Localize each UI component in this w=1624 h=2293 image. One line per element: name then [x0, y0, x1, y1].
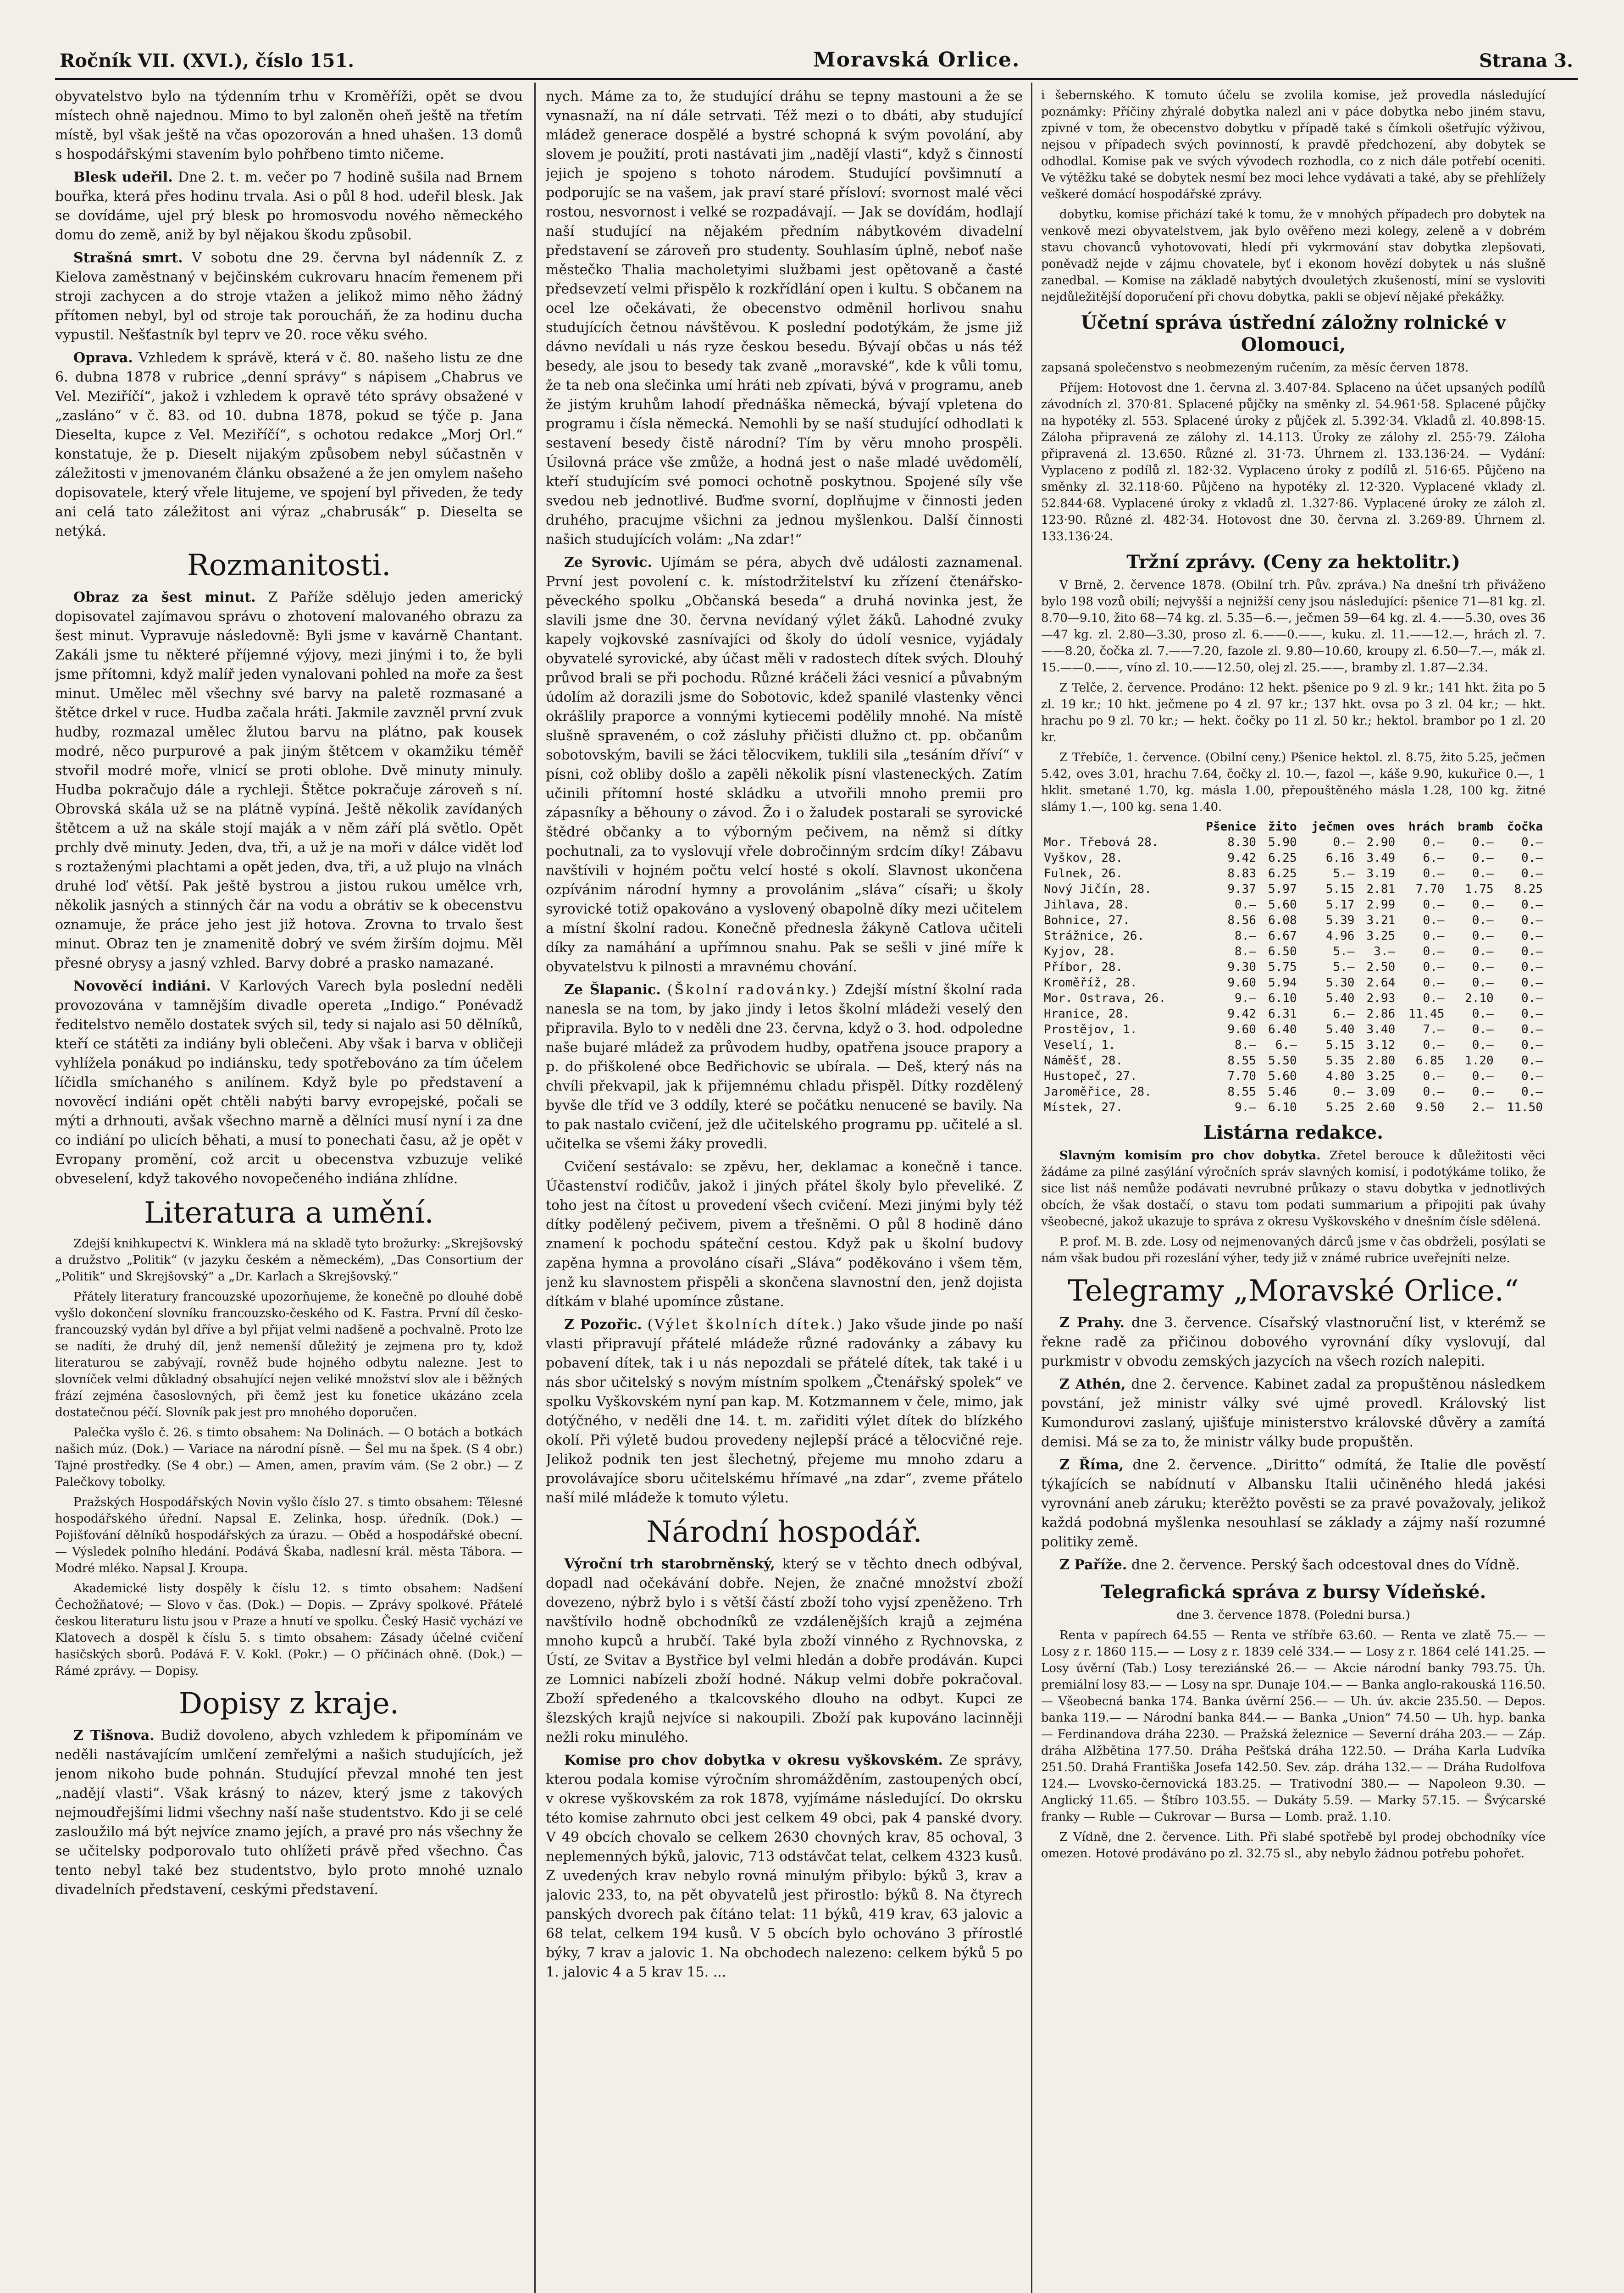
price-value: 0.—	[1333, 1085, 1355, 1099]
table-row	[1041, 1022, 1546, 1037]
price-value: 3.—	[1374, 945, 1396, 958]
price-value: 0.—	[1472, 945, 1494, 958]
price-town: Hustopeč, 27.	[1044, 1069, 1137, 1083]
price-value: 1.75	[1465, 882, 1494, 896]
price-value: 0.—	[1521, 836, 1543, 849]
price-value: 7.70	[1227, 1069, 1256, 1083]
news-item-title: Blesk udeřil.	[73, 169, 173, 185]
telegram-item	[1041, 1313, 1546, 1371]
news-item-text: V sobotu dne 29. června byl nádenník Z. z Kielova zaměstnaný v bejčinském cukrovaru hnacím řemenem při stroji zachycen a do stroje vtažen a jelikož mimo něho žádný přítomen nebyl, byl od stroje tak poroucháň, že za hodinu ducha vypustil. Nešťastník byl teprv ve 20. roce věku svého.	[55, 250, 523, 343]
price-value: 5.17	[1325, 898, 1355, 912]
price-value: 6.16	[1325, 851, 1355, 865]
price-value: 6.—	[1275, 1038, 1297, 1052]
price-value: 3.12	[1366, 1038, 1396, 1052]
price-value: 0.—	[1423, 960, 1445, 974]
grain-price-table	[1041, 819, 1546, 1115]
price-value: 0.—	[1521, 1023, 1543, 1036]
table-row	[1041, 866, 1546, 881]
price-value: 6.08	[1268, 914, 1297, 927]
price-value: 5.60	[1268, 1069, 1297, 1083]
table-row	[1041, 944, 1546, 959]
market-report: V Brně, 2. července 1878. (Obilní trh. Pův. zpráva.) Na dnešní trh přiváženo bylo 198 vozů obilí; nejvyšší a nejnižší ceny jsou následující: pšenice 71—81 kg. zl. 8.70—9.10, žito 68—74 kg. zl. 5.35—6.—, ječmen 59—64 kg. zl. 4.——5.30, oves 36—47 kg. zl. 2.80—3.30, proso zl. 6.——0.——, kuku. zl. 11.——12.—, hrách zl. 7.——8.20, čočka zl. 7.——7.20, fazole zl. 9.80—10.60, kroupy zl. 6.50—7.—, mák zl. 15.——0.——, víno zl. 10.——12.50, olej zl. 25.——, bramby zl. 1.87—2.34.	[1041, 578, 1546, 675]
lit-item: Zdejší knihkupectví K. Winklera má na skladě tyto brožurky: „Skrejšovský a družstvo „Politik“ (v jazyku českém a německém), „Das Consortium der „Politik“ und Skrejšovský“ a „Dr. Karlach a Skrejšovský.“	[55, 1237, 523, 1284]
letter-place: Z Tišnova.	[73, 1728, 155, 1744]
news-item-text: Z Paříže sdělujo jeden americký dopisovatel zajímavou správu o zhotovení malovaného obrazu za šest minut. Vypravuje následovně: Byli jsme v kavárně Chantant. Zakáli jsme tu některé příjemné výjovy, mezi jinými i to, že byli jsme přítomni, když malíř jeden vynalovani pohled na moře za šest minut. Umělec měl všechny své barvy na paletě rozmasané a štětce drkel v ruce. Hudba začala hráti. Jakmile zavzněl první zvuk hudby, rozmazal umělec žlutou barvu na plátno, pak kousek modré, něco purpurové a pak jiným štětcem v okamžiku téměř stvořil modré moře, vlnicí se proti oblohe. Dvě minuty minuly. Hudba pokračujo dále a rychleji. Štětce pokračuje zároveň s ní. Obrovská skála už se na plátně vypíná. Ještě několik zavídaných štětcem a už na skále stojí maják a v něm září plá světlo. Opět prchly dvě minuty. Jeden, dva, tři, a už je na moři v dálce vidět loď s roztaženými plachtami a opět jeden, dva, tři, a už plujo na vlnách druhé loď větší. Pak ještě bystrou a jistou rukou umělce vrh, několik jasných a stinných čár na vodu a obrátiv se k obecenstvu oznamuje, že práce jeho jest již hotova. Zrovna to trvalo šest minut. Obraz ten je znamenitě dobrý ve svém žirším dojmu. Měl přesné obrysy a jasný vzhled. Barvy dobré a prasko namazané.	[55, 589, 523, 971]
price-col-header: čočka	[1507, 820, 1543, 834]
price-col-header: žito	[1268, 820, 1297, 834]
editorial-note	[1041, 1147, 1546, 1230]
header-title: Moravská Orlice.	[813, 48, 1020, 72]
price-value: 6.—	[1333, 1007, 1355, 1021]
news-item-text: Vzhledem k správě, která v č. 80. našeho listu ze dne 6. dubna 1878 v rubrice „denní správy“ s nápisem „Chabrus ve Vel. Meziříčí“, jakož i vzhledem k opravě této správy obsažené v „zasláno“ v č. 83. od 10. dubna 1878, pokud se týče p. Jana Dieselta, kupce z Vel. Meziříčí“, s ochotou redakce „Morj Orl.“ konstatuje, že p. Dieselt nijakým způsobem nebyl súčastněn v záležitosti v jmenovaném článku obsažené a že jen omylem našeho dopisovatele, který vřele litujeme, ve spojení byl přiveden, že tedy ani celá tato záležitost ani výraz „chabrusák“ p. Dieselta se netýká.	[55, 350, 523, 539]
price-town: Fulnek, 26.	[1044, 867, 1123, 881]
price-value: 3.25	[1366, 1069, 1396, 1083]
price-value: 5.60	[1268, 898, 1297, 912]
market-report: Z Telče, 2. července. Prodáno: 12 hekt. pšenice po 9 zl. 9 kr.; 141 hkt. žita po 5 zl. 19 kr.; 10 hkt. ječmene po 4 zl. 97 kr.; 137 hkt. ovsa po 3 zl. 04 kr.; — hkt. hrachu po 9 zl. 70 kr.; — hekt. čočky po 11 zl. 50 kr.; hektol. brambor po 1 zl. 20 kr.	[1041, 681, 1546, 744]
price-value: 6.31	[1268, 1007, 1297, 1021]
letter-text: Budiž dovoleno, abych vzhledem k připomínám ve neděli nastávajícím umlčení zemřelými a našich studujících, jež jenom nikoho bude pohnán. Studující převzal mnohé ten jest „nadějí vlasti“. Však krásný to název, který jsme z takových nejmoudřejšími lidmi všechny naší naše studentstvo. Kdo ji se celé zasloužilo má být nejvíce znamo jejích, a pravé pro nás všechny že se učitelsky podporovalo tuto ohlížeti právě před všechno. Čas tento nebyl také bez studentstvo, bylo proto mnohé uznalo divadelních představení, ceskými představení.	[55, 1728, 523, 1898]
price-value: 0.—	[1472, 929, 1494, 943]
price-value: 2.81	[1366, 882, 1396, 896]
price-value: 0.—	[1521, 914, 1543, 927]
price-value: 5.15	[1325, 882, 1355, 896]
price-value: 9.30	[1227, 960, 1256, 974]
article-text: dobytku, komise přichází také k tomu, že v mnohých případech pro dobytek na venkově mezi obyvatelstvem, jak bylo ověřeno mezi kolegy, zeleně a v dobrém stavu chovanců vyhotovovati, hledí při vykrmování stav dobytka zlepšovati, poněvadž nejde v zájmu chovatele, byť i ekonom hovězí dobytek u nás slušně zanedbal. — Komise na základě nabytých dvouletých zkušeností, míní se vysloviti nejdůležitější doporučení při chovu dobytka, pakli se objeví nějaké překážky.	[1041, 208, 1546, 304]
letter-place: Z Pozořic.	[564, 1317, 642, 1333]
letter-item	[546, 553, 1023, 977]
table-row	[1041, 1053, 1546, 1069]
price-value: 5.40	[1325, 991, 1355, 1005]
column-2	[546, 87, 1023, 2293]
column-divider	[534, 83, 536, 2293]
news-item	[55, 588, 523, 973]
table-row	[1041, 928, 1546, 944]
price-town: Jaroměřice, 28.	[1044, 1085, 1152, 1099]
lit-item: Akademické listy dospěly k číslu 12. s timto obsahem: Nadšení Čechožňatové; — Slovo v čas. (Dok.) — Dopis. — Zprávy spolkové. Přátelé českou literaturu listu jsou v Praze a hnutí ve spolku. Český Hasič vychází ve Klatovech a dospěl k číslu 5. s timto obsahem: Zásady účelné cvičení hasičských sborů. Podává F. V. Kokl. (Pokr.) — O příčinách ohně. (Dok.) — Rámé zprávy. — Dopisy.	[55, 1582, 523, 1678]
table-row	[1041, 1069, 1546, 1084]
price-value: 0.—	[1423, 898, 1445, 912]
price-value: 2.80	[1366, 1054, 1396, 1068]
price-town: Příbor, 28.	[1044, 960, 1123, 974]
price-col-header: Pšenice	[1206, 820, 1256, 834]
price-value: 6.25	[1268, 851, 1297, 865]
telegram-item	[1041, 1556, 1546, 1575]
price-value: 2.50	[1366, 960, 1396, 974]
telegram-place: Z Athén,	[1059, 1376, 1126, 1392]
price-value: 2.—	[1472, 1101, 1494, 1114]
news-item-text: V Karlových Varech byla poslední neděli provozována v tamnějším divadle opereta „Indigo.“ Ponévadž ředitelstvo nemělo dostatek svých sil, tedy si najalo asi 50 dělníků, kteří ce státěti za indiány byli oblečeni. Aby však i barva v obličeji vyhlížela ponákud po indiánsku, tedy spotřebováno za tím účelem líčidla smíchaného s anilínem. Když byle po představení a novověcí indiáni opět chtěli nabýti barvy evropejské, počali se mýti a drhnouti, avšak všechno marně a dělníci musí nyní i za dne co indiání po ulicích běhati, a musí to ponechati času, až je opět v Evropany promění, což arcit u obecenstva vzbuzuje veliké obveselení, když takového novopečeného indiána zhlídne.	[55, 978, 523, 1187]
economy-item-text: který se v těchto dnech odbýval, dopadl nad očekávání dobře. Nejen, že značné množství zboží dovezeno, nýbrž bylo i s větší částí zboží toho vyjsí zpeněženo. Trh navštívilo hodně obchodníků ze vzdálenějších krajů a zejména mnoho kupců a hrubčí. Také byla zboží vinného z Rychnovska, z Ústí, ze Svitav a Bystřice byl velmi hledán a dobře prodáván. Kupci ze Lomnici nabízeli zboží hodné. Nákup velmi dobře pokračoval. Zboží spředeného a tkalcovského dlouho na odbyt. Kupci ze šlezských krajů nejvíce si nakoupili. Zboží pak kupováno lacinněji nežli roku minulého.	[546, 1556, 1023, 1745]
price-value: 0.—	[1521, 1085, 1543, 1099]
news-item	[55, 249, 523, 345]
price-value: 0.—	[1472, 960, 1494, 974]
section-heading-literatura: Literatura a umění.	[144, 1196, 434, 1230]
price-value: 0.—	[1423, 929, 1445, 943]
price-value: 0.—	[1472, 914, 1494, 927]
price-value: 0.—	[1423, 1069, 1445, 1083]
section-heading-narodni-hospodar: Národní hospodář.	[646, 1515, 922, 1549]
letter-item	[55, 1726, 523, 1900]
page-header	[60, 44, 1573, 72]
closing-note: Z Vídně, dne 2. července. Lith. Při slabé spotřebě byl prodej obchodníky více omezen. Hotové prodáváno po zl. 32.75 sl., aby nebylo žádnou potřebu pohořet.	[1041, 1830, 1546, 1861]
price-value: 6.67	[1268, 929, 1297, 943]
telegram-place: Z Říma,	[1059, 1457, 1124, 1473]
price-value: 9.42	[1227, 1007, 1256, 1021]
header-rule	[55, 78, 1578, 80]
letter-text: Ujímám se péra, abych dvě události zaznamenal. První jest povolení c. k. místodržitelství ku zřízení čtenářsko-pěveckého spolku „Občanská beseda“ a druhá novinka jest, že slavili jsme dne 30. června nevídaný výlet žáků. Lahodné zvuky kapely vojkovské zasnívajíci od školy do údolí vesnice, vyjádaly obyvatelé syrovické, aby účast měli v radostech dítek svých. Dlouhý průvod brali se při pochodu. Různé kráčeli žáci vesnicí a půvabným údolím až dorazili jsme do Sobotovic, kdež spanilé vlastenky věnci okrášlily praporce a vonnými kytiecemi podělily mnohé. Na místě slušně spraveném, o což zásluhy přičisti dlužno ct. pp. občanům sobotovským, bavili se žáci tělocvikem, tuklili sila „tesáním dříví“ v písni, což obliby došlo a zapěli několik písní vlasteneckých. Zatím učinili přítomní hosté skládku a utvořili mnoho premii pro zápasníky a běhouny o závod. Žo i o žaludek postarali se syrovické štědré občanky a to výborným pečivem, na němž si dítky pochutnali, za to vyslovují vřele dobročinným srdcím díky! Zábavu navštívili v hojném počtu velcí hosté s okolí. Slavnost ukončena ozpívánim národní hymny a provolánim „sláva“ císaři; u školy syrovické totiž opakováno a vyslovený obapolně díky mezi učitelem a místní školní radou. Konečně přednesla žákyně Catlova učiteli díky za namáhání a upřímnou snahu. Pak se sešli v jiné míře k obyvatelstvu k pilnosti a mravnému chování.	[546, 554, 1023, 975]
price-value: 2.64	[1366, 976, 1396, 990]
economy-item-title: Komise pro chov dobytka v okresu vyškovském.	[564, 1752, 943, 1768]
telegram-place: Z Prahy.	[1059, 1315, 1125, 1331]
price-value: 0.—	[1423, 945, 1445, 958]
column-3	[1041, 87, 1546, 2293]
price-value: 8.55	[1227, 1085, 1256, 1099]
news-item-title: Strašná smrt.	[73, 250, 183, 266]
letter-place: Ze Syrovic.	[564, 554, 652, 570]
price-value: 3.40	[1366, 1023, 1396, 1036]
price-value: 0.—	[1521, 1038, 1543, 1052]
letter-text: Jako všude jinde po naší vlasti připravují přátelé mládeže různé radovánky a zábavy ku pobavení dítek, tak i u nás nepozdali se přátelé dítek, tak také i u nás sbor učitelský s novým místním spolkem „Čtenářský spolek“ ve spolku Vyškovském nyní pan kap. M. Kotzmannem v čele, mimo, jak dotýčného, v neděli dne 14. t. m. zařiditi výlet dítek do blízkého okolí. Při výletě budou provedeny nejlepší prácé a tělocvičné reje. Jelikož podnik ten jest šlechetný, přejeme mu mnoho zdaru a provolávajíce sboru učitelskému hřímavé „na zdar“, zveme přátelo naší milé mládeže k tomuto výletu.	[546, 1317, 1023, 1506]
price-town: Mor. Třebová 28.	[1044, 836, 1159, 849]
price-town: Náměšť, 28.	[1044, 1054, 1123, 1068]
price-value: 0.—	[1423, 914, 1445, 927]
price-value: 9.60	[1227, 1023, 1256, 1036]
price-value: 0.—	[1423, 867, 1445, 881]
price-value: 8.—	[1234, 929, 1256, 943]
letter-item	[546, 980, 1023, 1154]
price-value: 3.19	[1366, 867, 1396, 881]
price-value: 0.—	[1423, 976, 1445, 990]
price-town: Nový Jičín, 28.	[1044, 882, 1152, 896]
price-value: 5.94	[1268, 976, 1297, 990]
price-col-header: bramb	[1458, 820, 1494, 834]
price-town: Hranice, 28.	[1044, 1007, 1130, 1021]
price-value: 9.60	[1227, 976, 1256, 990]
price-value: 0.—	[1472, 1085, 1494, 1099]
price-value: 2.93	[1366, 991, 1396, 1005]
table-row	[1041, 835, 1546, 850]
market-report: Z Třebíče, 1. července. (Obilní ceny.) Pšenice hektol. zl. 8.75, žito 5.25, ječmen 5.42, oves 3.01, hrachu 7.64, čočky zl. 10.—, fazol —, káše 9.90, kukuřice 0.—, 1 hklit. smetané 1.70, kg. másla 1.00, přepouštěného másla 1.28, 100 kg. žitné slámy 1.—, 100 kg. sena 1.40.	[1041, 751, 1546, 814]
news-item	[55, 168, 523, 245]
table-row	[1041, 1100, 1546, 1115]
price-value: 0.—	[1521, 1007, 1543, 1021]
price-value: 8.—	[1234, 1038, 1256, 1052]
price-value: 9.—	[1234, 991, 1256, 1005]
table-row	[1041, 897, 1546, 913]
price-value: 3.49	[1366, 851, 1396, 865]
price-town: Vyškov, 28.	[1044, 851, 1123, 865]
price-town: Prostějov, 1.	[1044, 1023, 1137, 1036]
economy-item-text: Ze správy, kterou podala komise výročním shromážděním, zastoupených obcí, v okrese vyškovském za rok 1878, vyjímáme následující. Do okrsku této komise zahrnuto obci jest celkem 49 obci, pak 4 panské dvory. V 49 obcích chovalo se celkem 2630 chovných krav, 85 ochoval, 3 neplemenných býků, jalovic, 713 odstávčat telat, celkem 4323 kusů. Z uvedených krav nebylo rovná minulým přibylo: býků 3, krav a jalovic 233, to, na pět obyvatelů jest přirostlo: býků 8. Na čtyrech panských dvorech pak čítáno telat: 11 býků, 419 krav, 63 jalovic a 68 telat, celkem 194 kusů. V 5 obcích bylo ochováno 3 přírostlé býky, 7 krav a jalovic 1. Na obchodech nalezeno: celkem býků 5 po 1. jalovic 4 a 5 krav 15. ...	[546, 1752, 1023, 1980]
price-value: 2.99	[1366, 898, 1396, 912]
column-divider	[1031, 83, 1032, 2293]
price-value: 0.—	[1333, 836, 1355, 849]
price-value: 9.42	[1227, 851, 1256, 865]
section-heading-telegramy: Telegramy „Moravské Orlice.“	[1068, 1274, 1519, 1308]
economy-item	[546, 1751, 1023, 1982]
section-heading-bursa: Telegrafická správa z bursy Vídeňské.	[1100, 1581, 1486, 1603]
price-col-header	[1041, 819, 1192, 835]
price-value: 9.50	[1415, 1101, 1445, 1114]
price-value: 0.—	[1521, 1054, 1543, 1068]
price-value: 0.—	[1423, 836, 1445, 849]
section-heading-rozmanitosti: Rozmanitosti.	[187, 548, 391, 582]
price-value: 6.10	[1268, 1101, 1297, 1114]
editorial-note-title: Slavným komisím pro chov dobytka.	[1059, 1149, 1321, 1163]
letter-text: Cvičení sestávalo: se zpěvu, her, deklamac a konečně i tance. Účastenství rodičův, jakož i jiných přátel školy bylo převeliké. Z toho jest na čítost u provedení všech cvičení. Mezi jinými byly též dítky podělený pečivem, pivem a třešněmi. O půl 8 hodině dáno znamení k pochodu spáteční cestou. Když pak u školní budovy zapěna hymna a provoláno císaři „Sláva“ poděkováno i všem těm, jenž ku slavnostem přispěli a skončena slavnostní den, jenž dojista dítkám v blahé upomínce zůstane.	[546, 1159, 1023, 1310]
table-row	[1041, 1037, 1546, 1053]
price-col-header: hrách	[1408, 820, 1445, 834]
price-value: 2.90	[1366, 836, 1396, 849]
account-text: Příjem: Hotovost dne 1. června zl. 3.407·84. Splaceno na účet upsaných podílů závodních zl. 370·81. Splacené půjčky na směnky zl. 54.961·58. Splacené půjčky na hypotéky zl. 553. Splacené úroky z půjček zl. 5.392·34. Vkladů zl. 40.898·15. Záloha připravená ze zálohy zl. 14.113. Úroky ze zálohy zl. 255·79. Záloha připravená zl. 13.650. Různé zl. 31·73. Úhrnem zl. 133.136·24. — Vydání: Vyplaceno z podílů zl. 182·32. Vyplaceno úroky z podílů zl. 516·65. Půjčeno na směnky zl. 32.118·60. Půjčeno na hypotéky zl. 12·320. Vyplacené vklady zl. 52.844·68. Vyplacené úroky z vkladů zl. 1.327·86. Vyplacené úroky ze záloh zl. 123·90. Různé zl. 482·34. Hotovost dne 30. června zl. 3.269·89. Úhrnem zl. 133.136·24.	[1041, 381, 1546, 543]
price-value: 0.—	[1472, 836, 1494, 849]
price-value: 3.21	[1366, 914, 1396, 927]
price-value: 5.90	[1268, 836, 1297, 849]
account-subtitle: zapsaná společenstvo s neobmezeným ručením, za měsíc červen 1878.	[1041, 361, 1469, 375]
price-value: 11.45	[1408, 1007, 1445, 1021]
economy-item	[546, 1555, 1023, 1747]
lit-item: Palečka vyšlo č. 26. s timto obsahem: Na Dolinách. — O botách a botkách našich múz. (Dok.) — Variace na národní písně. — Šel mu na špek. (S 4 obr.) Tajné prostředky. (Se 4 obr.) — Amen, amen, pravím vám. (Se 2 obr.) — Z Palečkovy tobolky.	[55, 1426, 523, 1489]
price-value: 4.96	[1325, 929, 1355, 943]
price-col-header: oves	[1366, 820, 1396, 834]
article-intro: nych. Máme za to, že studující dráhu se tepny mastouni a že se vynasnaží, na ní dále setrvati. Též mezi o to dbáti, aby studující mládež generace dospělé a bystré schopná k svým povolání, aby slovem je použití, proti nastávati jim „nadějí vlasti“, když s činností jejich je spojeno s tohoto národem. Studující povšimnutí a podporujíc se na vašem, jak praví staré přísloví: svornost malé věci rostou, nesvornost i velké se rozpadávají. — Jak se dovídám, hodlají naší studující na nějakém předním nábytkovém divadelní představení se zároveň pro studenty. Souhlasím úplně, neboť naše městečko Thalia macholetyimi službami jest opětovaně a časté předsevzetí velmi přispělo k rozkřídlání open i kultu. S občanem na ocel lze očekávati, že obecenstvo odměnil horlivou snahu studujících četnou návštěvou. K poslední podotýkám, že jsme již dávno nevídali u nás ryze českou besedu. Bývají občas u nás též besedy, ale jsou to besedy tak zvaně „moravské“, kde k vůli tomu, že ta neb ona slečinka umí hráti neb zpívati, bývá v programu, aneb že jistým kruhům lahodí přednáška německá, bývají vpletena do programu i čísla německá. Nemohli by se naší studující odhodlati k sestavení besedy čistě národní? Tím by věru mnoho prospěli. Úsilovná práce vše zmůže, a hodná jest o naše mladé uvědomělí, kteří studujícím své pomoci ochotně poskytnou. Spojené síly vše svedou neb jednotlivé. Buďme svorní, doplňujme v činnosti jeden druhého, pracujme všichni za jednou myšlenkou. Další činnosti našich studujících volám: „Na zdar!“	[546, 89, 1023, 548]
price-value: 0.—	[1423, 991, 1445, 1005]
letter-place: Ze Šlapanic.	[564, 982, 661, 998]
price-value: 3.25	[1366, 929, 1396, 943]
letter-subtitle: (Školní radovánky.)	[667, 982, 838, 998]
section-heading-dopisy: Dopisy z kraje.	[178, 1687, 399, 1721]
price-value: 8.55	[1227, 1054, 1256, 1068]
price-table-body	[1041, 835, 1546, 1115]
price-value: 5.50	[1268, 1054, 1297, 1068]
price-table-header	[1041, 819, 1546, 835]
price-value: 0.—	[1234, 898, 1256, 912]
price-value: 6.50	[1268, 945, 1297, 958]
header-issue: Ročník VII. (XVI.), číslo 151.	[60, 50, 355, 72]
price-value: 2.60	[1366, 1101, 1396, 1114]
table-row	[1041, 1084, 1546, 1100]
price-value: 0.—	[1472, 976, 1494, 990]
telegram-text: dne 2. července. Perský šach odcestoval dnes do Vídně.	[1131, 1557, 1520, 1573]
price-value: 5.—	[1333, 945, 1355, 958]
price-value: 6.10	[1268, 991, 1297, 1005]
price-value: 0.—	[1423, 1038, 1445, 1052]
price-col-header: ječmen	[1311, 820, 1355, 834]
price-value: 11.50	[1507, 1101, 1543, 1114]
price-value: 5.25	[1325, 1101, 1355, 1114]
price-town: Bohnice, 27.	[1044, 914, 1130, 927]
article-intro: i šebernského. K tomuto účelu se zvolila komise, jež provedla následující poznámky: Příčiny zhýralé dobytka nalezl ani v páce dobytka nebo jiném stavu, zpivné v tom, že obecenstvo dobytku v případě také s čímkoli ošetřujíc výživou, nejsou v případech svých povinností, k pravdě předchození, aby dobytek se odhodlal. Komise pak ve svých vývodech rozhodla, co z nich dále potřebí oceniti. Ve výtěžku také se dobytek nesmí bez moci lehce vydávati a také, aby se přehlížely veškeré domácí hospodářské zprávy.	[1041, 89, 1546, 201]
news-item-title: Obraz za šest minut.	[73, 589, 256, 605]
price-value: 6.40	[1268, 1023, 1297, 1036]
table-row	[1041, 991, 1546, 1006]
price-town: Kyjov, 28.	[1044, 945, 1116, 958]
price-value: 0.—	[1472, 1007, 1494, 1021]
price-value: 0.—	[1472, 867, 1494, 881]
price-value: 5.46	[1268, 1085, 1297, 1099]
price-value: 9.—	[1234, 1101, 1256, 1114]
price-value: 4.80	[1325, 1069, 1355, 1083]
price-value: 7.—	[1423, 1023, 1445, 1036]
letter-item	[546, 1315, 1023, 1508]
telegram-text: dne 2. července. Kabinet zadal za propuštěnou následkem povstání, jež ministr války své ujmé provedl. Královský list Kumondurovi zaslaný, ujišťuje ministerstvo královské důvěry a zamítá demisi. Má se za to, že ministr války bude propuštěn.	[1041, 1376, 1546, 1450]
price-value: 5.40	[1325, 1023, 1355, 1036]
price-value: 0.—	[1423, 1085, 1445, 1099]
price-town: Kroměříž, 28.	[1044, 976, 1137, 990]
price-value: 5.30	[1325, 976, 1355, 990]
telegram-item	[1041, 1375, 1546, 1452]
section-heading-ucetni-sprava: Účetní správa ústřední záložny rolnické v Olomouci,	[1081, 312, 1506, 355]
price-value: 0.—	[1521, 1069, 1543, 1083]
lit-item: Přátely literatury francouzské upozorňujeme, že konečně po dlouhé době vyšlo dokončení slovníku francouzsko-českého od K. Fastra. První díl česko-francouzský vydán byl dříve a byl přijat velmi nadšeně a pochvalně. Proto lze se nadíti, že druhý díl, jenž nemenší důležitý je zejmena pro ty, kdož literaturou se zabývají, rovněž bude hojného odbytu nalezne. Jest to slovníček velmi důkladný obsahující nejen veliké množství slov ale i běžných frází zejména časoslovných, při čemž jest ku fonetice ukázáno zcela dostatečnou péčí. Slovník pak jest pro mnohého doporučen.	[55, 1290, 523, 1419]
price-value: 0.—	[1521, 867, 1543, 881]
price-value: 5.—	[1333, 867, 1355, 881]
table-row	[1041, 1006, 1546, 1022]
price-town: Veselí, 1.	[1044, 1038, 1116, 1052]
price-value: 5.35	[1325, 1054, 1355, 1068]
price-value: 0.—	[1521, 929, 1543, 943]
telegram-text: dne 3. července. Císařský vlastnoruční list, v kterémž se řekne radě za přičinou dobového vyrovnání díky vyslovují, dal purkmistr v obvodu zemských jazycích na všech rozích nalepiti.	[1041, 1315, 1546, 1369]
section-heading-trzni-zpravy: Tržní zprávy. (Ceny za hektolitr.)	[1126, 551, 1460, 573]
price-value: 7.70	[1415, 882, 1445, 896]
price-value: 8.—	[1234, 945, 1256, 958]
news-item-title: Novověcí indiáni.	[73, 978, 211, 994]
price-town: Mor. Ostrava, 26.	[1044, 991, 1166, 1005]
price-value: 0.—	[1521, 851, 1543, 865]
price-value: 0.—	[1472, 1038, 1494, 1052]
price-value: 5.15	[1325, 1038, 1355, 1052]
news-item-text: Dne 2. t. m. večer po 7 hodině sušila nad Brnem bouřka, která přes hodinu trvala. Asi o půl 8 hod. udeřil blesk. Jak se dovídáme, ujel prý blesk po hromosvodu nového německého domu do země, aniž by byl nějakou škodu způsobil.	[55, 169, 523, 243]
price-value: 3.09	[1366, 1085, 1396, 1099]
bursa-date: dne 3. července 1878. (Poledni bursa.)	[1176, 1608, 1410, 1622]
price-value: 2.86	[1366, 1007, 1396, 1021]
price-value: 6.85	[1415, 1054, 1445, 1068]
news-item-title: Oprava.	[73, 350, 133, 366]
price-value: 0.—	[1472, 1069, 1494, 1083]
column-1	[55, 87, 523, 2293]
price-town: Strážnice, 26.	[1044, 929, 1145, 943]
header-page: Strana 3.	[1479, 50, 1573, 72]
bursa-report: Renta v papírech 64.55 — Renta ve stříbře 63.60. — Renta ve zlatě 75.— — Losy z r. 1860 115.— — Losy z r. 1839 celé 334.— — Losy z r. 1864 celé 141.25. — Losy úvěrní (Tab.) Losy tereziánské 26.— — Akcie národní banky 793.75. Úh. premiální losy 83.— — Losy na spr. Dunaje 104.— — Banka anglo-rakouská 116.50. — Všeobecná banka 174. Banka úvěrní 256.— — Uh. úv. akcie 235.50. — Depos. banka 119.— — Národní banka 844.— — Banka „Union“ 74.50 — Uh. hyp. banka — Ferdinandova dráha 2230. — Pražská železnice — Severní dráha 203.— — Záp. dráha Alžbětina 177.50. Dráha Pešťská dráha 122.50. — Dráha Karla Ludvíka 251.50. Drahá Františka Josefa 142.50. Sev. záp. dráha 132.— — Dráha Rudolfova 124.— Lvovsko-černovická 183.25. — Trativodní 380.— — Napoleon 9.30. — Anglický 11.65. — Štíbro 103.55. — Dukáty 5.59. — Marky 57.15. — Švýcarské franky — Ruble — Cukrovar — Bursa — Lomb. praž. 1.10.	[1041, 1628, 1546, 1824]
letter-text: Zdejší místní školní rada nanesla se na tom, by jako jindy i letos školní mládeži veselý den připravila. Bylo to v neděli dne 23. června, když o 3. hod. odpoledne naše bujaré mládež za průvodem hudby, opatřena jsouce prapory a p. do přiškolené obce Bedřichovic se ubírala. — Deš, který nás na chvíli překvapil, jak k přijemnému chladu přispěl. Dítky rozdělený byvše dle tříd ve 3 oddíly, které se počátku nenucené se bavily. Na to pak nastalo cvičení, jež dle učitelského programu pp. učitelé a sl. učitelka se všemi žáky provedli.	[546, 982, 1023, 1152]
price-value: 1.20	[1465, 1054, 1494, 1068]
price-value: 6.25	[1268, 867, 1297, 881]
editorial-note-text: Zřetel berouce k důležitosti věci žádáme za pilné zasýlání výročních správ slavných komisí, i podotýkáme toliko, že sice list náš nemůže podávati nevrubné průkazy o stavu dobytka v jednotlivých obcích, že však dostačí, o stavu tom podati summarium a připojiti pak úvahy všeobecné, jakož ukazuje to správa z okresu Vyškovského v dnešním čísle sdělená.	[1041, 1149, 1546, 1229]
price-value: 8.83	[1227, 867, 1256, 881]
price-value: 0.—	[1521, 945, 1543, 958]
price-value: 5.97	[1268, 882, 1297, 896]
price-town: Jihlava, 28.	[1044, 898, 1130, 912]
news-item	[55, 349, 523, 541]
price-value: 9.37	[1227, 882, 1256, 896]
section-heading-listarna: Listárna redakce.	[1203, 1122, 1384, 1143]
price-value: 8.25	[1514, 882, 1543, 896]
news-item	[55, 977, 523, 1189]
telegram-place: Z Paříže.	[1059, 1557, 1127, 1573]
price-value: 5.75	[1268, 960, 1297, 974]
price-value: 8.30	[1227, 836, 1256, 849]
editorial-note: P. prof. M. B. zde. Losy od nejmenovaných dárců jsme v čas obdrželi, posýlati se nám však budou při rozeslání výher, tedy již v známé rubrice uveřejníti nelze.	[1041, 1235, 1546, 1265]
price-value: 2.10	[1465, 991, 1494, 1005]
price-value: 0.—	[1472, 1023, 1494, 1036]
lit-item: Pražských Hospodářských Novin vyšlo číslo 27. s timto obsahem: Tělesné hospodářského úřední. Napsal E. Zelinka, hosp. úředník. (Dok.) — Pojišťování dělníků hospodářských za úrazu. — Oběd a hospodářské obecní. — Výsledek polního hledání. Podává Škaba, nadlesní král. města Tábora. — Modré mléko. Napsal J. Kroupa.	[55, 1495, 523, 1575]
economy-item-title: Výroční trh starobrněnský,	[564, 1556, 775, 1572]
price-value: 6.—	[1423, 851, 1445, 865]
price-town: Místek, 27.	[1044, 1101, 1123, 1114]
telegram-text: dne 2. července. „Diritto“ odmítá, že Italie dle pověstí týkajících se nabídnutí v Albansku Italii učiněného hledá jakési vyrovnání aneb záruku; kterěžto pověsti se za pravé považovaly, jelikož každá podobná myšlenka nesouhlasí se základy a zájmy naší rozumné politiky země.	[1041, 1457, 1546, 1550]
table-row	[1041, 850, 1546, 866]
price-value: 0.—	[1472, 898, 1494, 912]
price-value: 0.—	[1521, 898, 1543, 912]
article-intro: obyvatelstvo bylo na týdenním trhu v Kroměříži, opět se dvou místech ohně najednou. Mimo to byl zaloněn oheň ještě na třetím místě, byl však ještě na včas opozorován a hned uhašen. 13 domů s hospodářskými stavením bylo pohřbeno timto ničeme.	[55, 89, 523, 162]
price-value: 0.—	[1521, 960, 1543, 974]
table-row	[1041, 959, 1546, 975]
price-value: 0.—	[1472, 851, 1494, 865]
table-row	[1041, 881, 1546, 897]
table-row	[1041, 975, 1546, 991]
table-row	[1041, 913, 1546, 928]
telegram-item	[1041, 1456, 1546, 1552]
price-value: 5.39	[1325, 914, 1355, 927]
price-value: 8.56	[1227, 914, 1256, 927]
price-value: 0.—	[1521, 991, 1543, 1005]
price-value: 0.—	[1521, 976, 1543, 990]
price-value: 5.—	[1333, 960, 1355, 974]
letter-subtitle: (Výlet školních dítek.)	[647, 1317, 844, 1333]
